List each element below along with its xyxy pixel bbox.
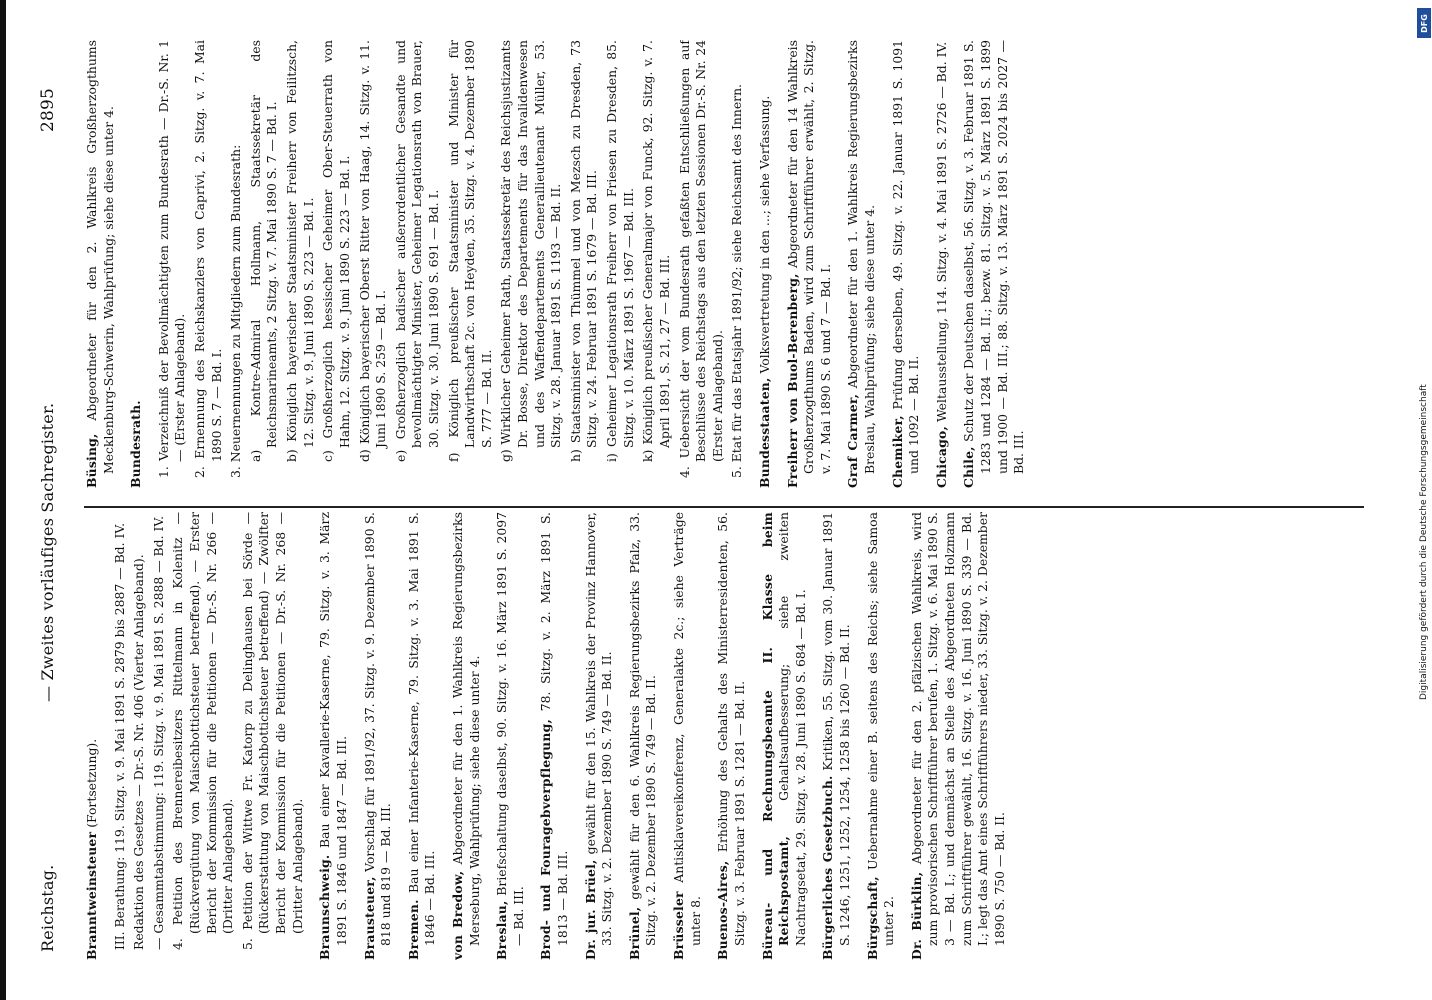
entry-keyword: Bürgschaft, [864, 876, 880, 960]
entry-keyword: Büsing, [84, 433, 99, 488]
entry-keyword: Bundesstaaten, [756, 377, 772, 488]
entry-text: Weltausstellung, 114. Sitzg. v. 4. Mai 1891 S. 2726 — Bd. IV. [933, 41, 949, 423]
entry-text: Abgeordneter für den 2. Wahlkreis Großherzogthums Mecklenburg-Schwerin, Wahlprüfung; siehe diese unter 4. [84, 40, 116, 474]
entry-text: Erhöhung des Gehalts des Ministerresidenten, 56. Sitzg. v. 3. Februar 1891 S. 1281 — Bd. II. [715, 512, 747, 946]
column-divider [84, 506, 1364, 508]
entry-keyword: Brausteuer, [361, 876, 377, 960]
page-number: 2895 [38, 87, 58, 132]
index-entry [757, 40, 774, 488]
index-entry [317, 512, 350, 960]
entry-keyword: Büreau- und Rechnungsbeamte II. Klasse beim Reichspostamt, [759, 512, 792, 960]
entry-keyword: Buenos-Aires, [715, 860, 731, 960]
entry-spacer [309, 512, 317, 960]
entry-subitem: 1. Verzeichniß der Bevollmächtigten zum Bundesrath — Dr.-S. Nr. 1 — (Erster Anlageband). [155, 40, 188, 478]
entry-text: Vorschlag für 1891/92, 37. Sitzg. v. 9. Dezember 1890 S. 818 und 819 — Bd. III. [361, 512, 394, 946]
entry-text: Abgeordneter für den 1. Wahlkreis Regierungsbezirks Merseburg, Wahlprüfung; siehe diese unter 4. [449, 512, 482, 946]
index-entry [362, 512, 395, 960]
entry-text: gewählt für den 15. Wahlkreis der Provinz Hannover, 33. Sitzg. v. 2. Dezember 1890 S. 749 — Bd. II. [582, 512, 615, 946]
index-entry [760, 512, 810, 960]
header-title: — Zweites vorläufiges Sachregister. [38, 402, 57, 702]
entry-text: Bau einer Kavallerie-Kaserne, 79. Sitzg. v. 3. März 1891 S. 1846 und 1847 — Bd. III. [317, 512, 349, 946]
funding-note [1416, 0, 1432, 1000]
index-entry [128, 40, 145, 488]
entry-text: Antisklavereikonferenz, Generalakte 2c.; siehe Verträge unter 8. [671, 512, 703, 946]
page-edge-top [0, 0, 6, 1000]
entry-text: Abgeordneter für den 1. Wahlkreis Regierungsbezirks Breslau, Wahlprüfung; siehe diese unter 4. [845, 40, 877, 474]
entry-subitem: 2. Ernennung des Reichskanzlers von Caprivi, 2. Sitzg. v. 7. Mai 1890 S. 7 — Bd. I. [192, 40, 224, 478]
index-entry [909, 512, 1009, 960]
page-edge-corner [0, 0, 6, 42]
index-entry [961, 40, 1027, 488]
entry-subitem: c) Großherzoglich hessischer Geheimer Ober-Steuerrath von Hahn, 12. Sitzg. v. 9. Juni 1890 S. 223 — Bd. I. [320, 40, 352, 462]
entry-subitem: h) Staatsminister von Thümmel und von Mezsch zu Dresden, 73 Sitzg. v. 24. Februar 1891 S. 1679 — Bd. III. [567, 40, 600, 462]
index-entry [538, 512, 571, 960]
entry-keyword: Brod- und Fouragebverpflegung, [538, 719, 554, 960]
entry-subitem: i) Geheimer Legationsrath Freiherr von Friesen zu Dresden, 85. Sitzg. v. 10. März 1891 S. 1967 — Bd. III. [604, 40, 636, 462]
entry-subitem: III. Berathung: 119. Sitzg. v. 9. Mai 1891 S. 2879 bis 2887 — Bd. IV. [111, 522, 127, 950]
entry-text: gewählt für den 6. Wahlkreis Regierungsbezirks Pfalz, 33. Sitzg. v. 2. Dezember 1890 S. 749 — Bd. II. [626, 512, 659, 946]
entry-keyword: Brünel, [626, 906, 642, 960]
entry-subitem: f) Königlich preußischer Staatsminister und Minister für Landwirthschaft 2c. von Heyden, 35. Sitzg. v. 4. Dezember 1890 S. 777 — Bd. II. [445, 40, 494, 462]
index-entry [84, 512, 101, 960]
entry-subitem: b) Königlich bayerischer Staatsminister Freiherr von Feilitzsch, 12. Sitzg. v. 9. Juni 1890 S. 223 — Bd. I. [284, 40, 316, 462]
index-entry [450, 512, 483, 960]
index-entry [84, 40, 117, 488]
entry-keyword: Dr. jur. Brüel, [582, 859, 598, 960]
entry-keyword: Bundesrath. [128, 400, 144, 488]
entry-keyword: Chile, [961, 446, 977, 488]
entry-subitem: g) Wirklicher Geheimer Rath, Staatssekretär des Reichsjustizamts Dr. Bosse, Direktor des Departements für das Invalidenwesen und des Waffendepartements Generallieutenant Müller, 53. Sitzg. v. 28. Januar 1891 S. 1193 — Bd. II. [498, 40, 564, 462]
entry-subitem: 4. Petition des Brennereibesitzers Rittelmann in Kolenitz — (Rückvergütung von Maischbottichsteuer betreffend). — Erster Bericht der Kommission für die Petitionen — Dr.-S. Nr. 266 — (Dritter Anlageband). [170, 512, 236, 950]
entry-text: Bau einer Infanterie-Kaserne, 79. Sitzg. v. 3. Mai 1891 S. 1846 — Bd. III. [405, 512, 438, 946]
entry-keyword: von Bredow, [449, 870, 465, 960]
index-entry [583, 512, 616, 960]
entry-keyword: Branntweinsteuer [84, 831, 99, 960]
right-column [84, 40, 1354, 488]
entry-keyword: Freiherr von Buol-Berenberg, [784, 273, 800, 488]
entry-subitem: d) Königlich bayerischer Oberst Ritter von Haag, 14. Sitzg. v. 11. Juni 1890 S. 259 — Bd. I. [356, 40, 389, 462]
entry-subitem: 4. Uebersicht der vom Bundesrath gefaßten Entschließungen auf Beschlüsse des Reichstags aus den letzten Sessionen Dr.-S. Nr. 24 (Erster Anlageband). [676, 40, 725, 478]
funding-note-text: Digitalisierung gefördert durch die Deutsche Forschungsgemeinschaft [1419, 384, 1429, 700]
entry-subitem: a) Kontre-Admiral Hollmann, Staatssekretär des Reichsmarineamts, 2 Sitzg. v. 7. Mai 1890 S. 7 — Bd. I. [247, 40, 280, 462]
entry-subitem: 5. Etat für das Etatsjahr 1891/92; siehe Reichsamt des Innern. [729, 84, 745, 478]
entry-subitem: 5. Petition der Wittwe Fr. Katorp zu Delinghausen bei Sörde — (Rückerstattung von Maischbottichsteuer betreffend) — Zwölfter Bericht der Kommission für die Petitionen — Dr.-S. Nr. 268 — (Dritter Anlageband). [239, 512, 305, 950]
entry-text: Kritiken, 55. Sitzg. vom 30. Januar 1891 S. 1246, 1251, 1252, 1254, 1258 bis 1260 — Bd. II. [820, 512, 852, 946]
entry-text: Volksvertretung in den ...; siehe Verfassung. [756, 95, 772, 374]
entry-keyword: Graf Carmer, [845, 393, 861, 488]
entry-subitem: Redaktion des Gesetzes — Dr.-S. Nr. 406 (Vierter Anlageband). [131, 554, 147, 950]
entry-keyword: Bremen. [405, 899, 421, 960]
entry-spacer [749, 40, 757, 488]
entry-text: Gehaltsaufbesserung; siehe zweiten Nachtragsetat, 29. Sitzg. v. 28. Juni 1890 S. 684 — Bd. I. [776, 512, 808, 946]
entry-keyword: Dr. Bürklin, [908, 871, 924, 960]
entry-subitem: 3. Neuernennungen zu Mitgliedern zum Bundesrath: [228, 144, 244, 478]
entry-subitem: k) Königlich preußischer Generalmajor von Funck, 92. Sitzg. v. 7. April 1891, S. 21, 27 — Bd. III. [640, 40, 672, 462]
page-header [28, 72, 68, 952]
entry-text: Abgeordneter für den 2. pfälzischen Wahlkreis, wird zum provisorischen Schriftführer berufen, 1. Sitzg. v. 6. Mai 1890 S. 3 — Bd. I.; und demnächst an Stelle des Abgeordneten Holzmann zum Schriftführer gewählt, 16. Sitzg. v. 16. Juni 1890 S. 339 — Bd. I.; legt das Amt eines Schriftführers nieder, 33. Sitzg. v. 2. Dezember 1890 S. 750 — Bd. II. [908, 512, 1007, 946]
index-entry [845, 40, 878, 488]
entry-text: Briefschaltung daselbst, 90. Sitzg. v. 16. März 1891 S. 2097 — Bd. III. [494, 512, 526, 946]
entry-subitem: e) Großherzoglich badischer außerordentlicher Gesandte und bevollmächtigter Minister, Geheimer Legationsrath von Brauer, 30. Sitzg. v. 30. Juni 1890 S. 691 — Bd. I. [392, 40, 441, 462]
index-entry [934, 40, 951, 488]
index-entry [820, 512, 853, 960]
entry-subitem: — Gesammtabstimmung: 119. Sitzg. v. 9. Mai 1891 S. 2888 — Bd. IV. [150, 515, 166, 950]
entry-keyword: Bürgerliches Gesetzbuch. [820, 775, 836, 960]
entry-keyword: Chemiker, [889, 415, 905, 488]
index-entry [406, 512, 439, 960]
index-entry [865, 512, 898, 960]
index-entry [715, 512, 748, 960]
entry-text: 78. Sitzg. v. 2. März 1891 S. 1813 — Bd. III. [538, 512, 571, 946]
entry-text: (Fortsetzung). [84, 738, 99, 828]
dfg-logo: DFG [1417, 8, 1431, 38]
entry-text: Abgeordneter für den 14 Wahlkreis Großherzogthums Baden, wird zum Schriftführer erwählt, 2. Sitzg. v. 7. Mai 1890 S. 6 und 7 — Bd. I. [784, 40, 833, 474]
entry-text: Prüfung derselben, 49. Sitzg. v. 22. Januar 1891 S. 1091 und 1092 — Bd. II. [889, 40, 922, 474]
index-entry [627, 512, 660, 960]
entry-text: Schutz der Deutschen daselbst, 56. Sitzg. v. 3. Februar 1891 S. 1283 und 1284 — Bd. II.; bezw. 81. Sitzg. v. 5. März 1891 S. 1899 und 1900 — Bd. III.; 88. Sitzg. v. 13. März 1891 S. 2024 bis 2027 — Bd. III. [961, 40, 1027, 474]
index-entry [494, 512, 527, 960]
entry-keyword: Brüsseler [671, 891, 687, 960]
entry-keyword: Braunschweig. [317, 854, 333, 960]
left-column [84, 512, 1354, 960]
index-entry [785, 40, 835, 488]
entry-keyword: Breslau, [494, 900, 510, 960]
entry-text: Uebernahme einer B. seitens des Reichs; siehe Samoa unter 2. [864, 512, 897, 946]
index-entry [671, 512, 704, 960]
header-left: Reichstag. [38, 864, 57, 952]
index-entry [890, 40, 923, 488]
entry-keyword: Chicago, [933, 426, 949, 488]
